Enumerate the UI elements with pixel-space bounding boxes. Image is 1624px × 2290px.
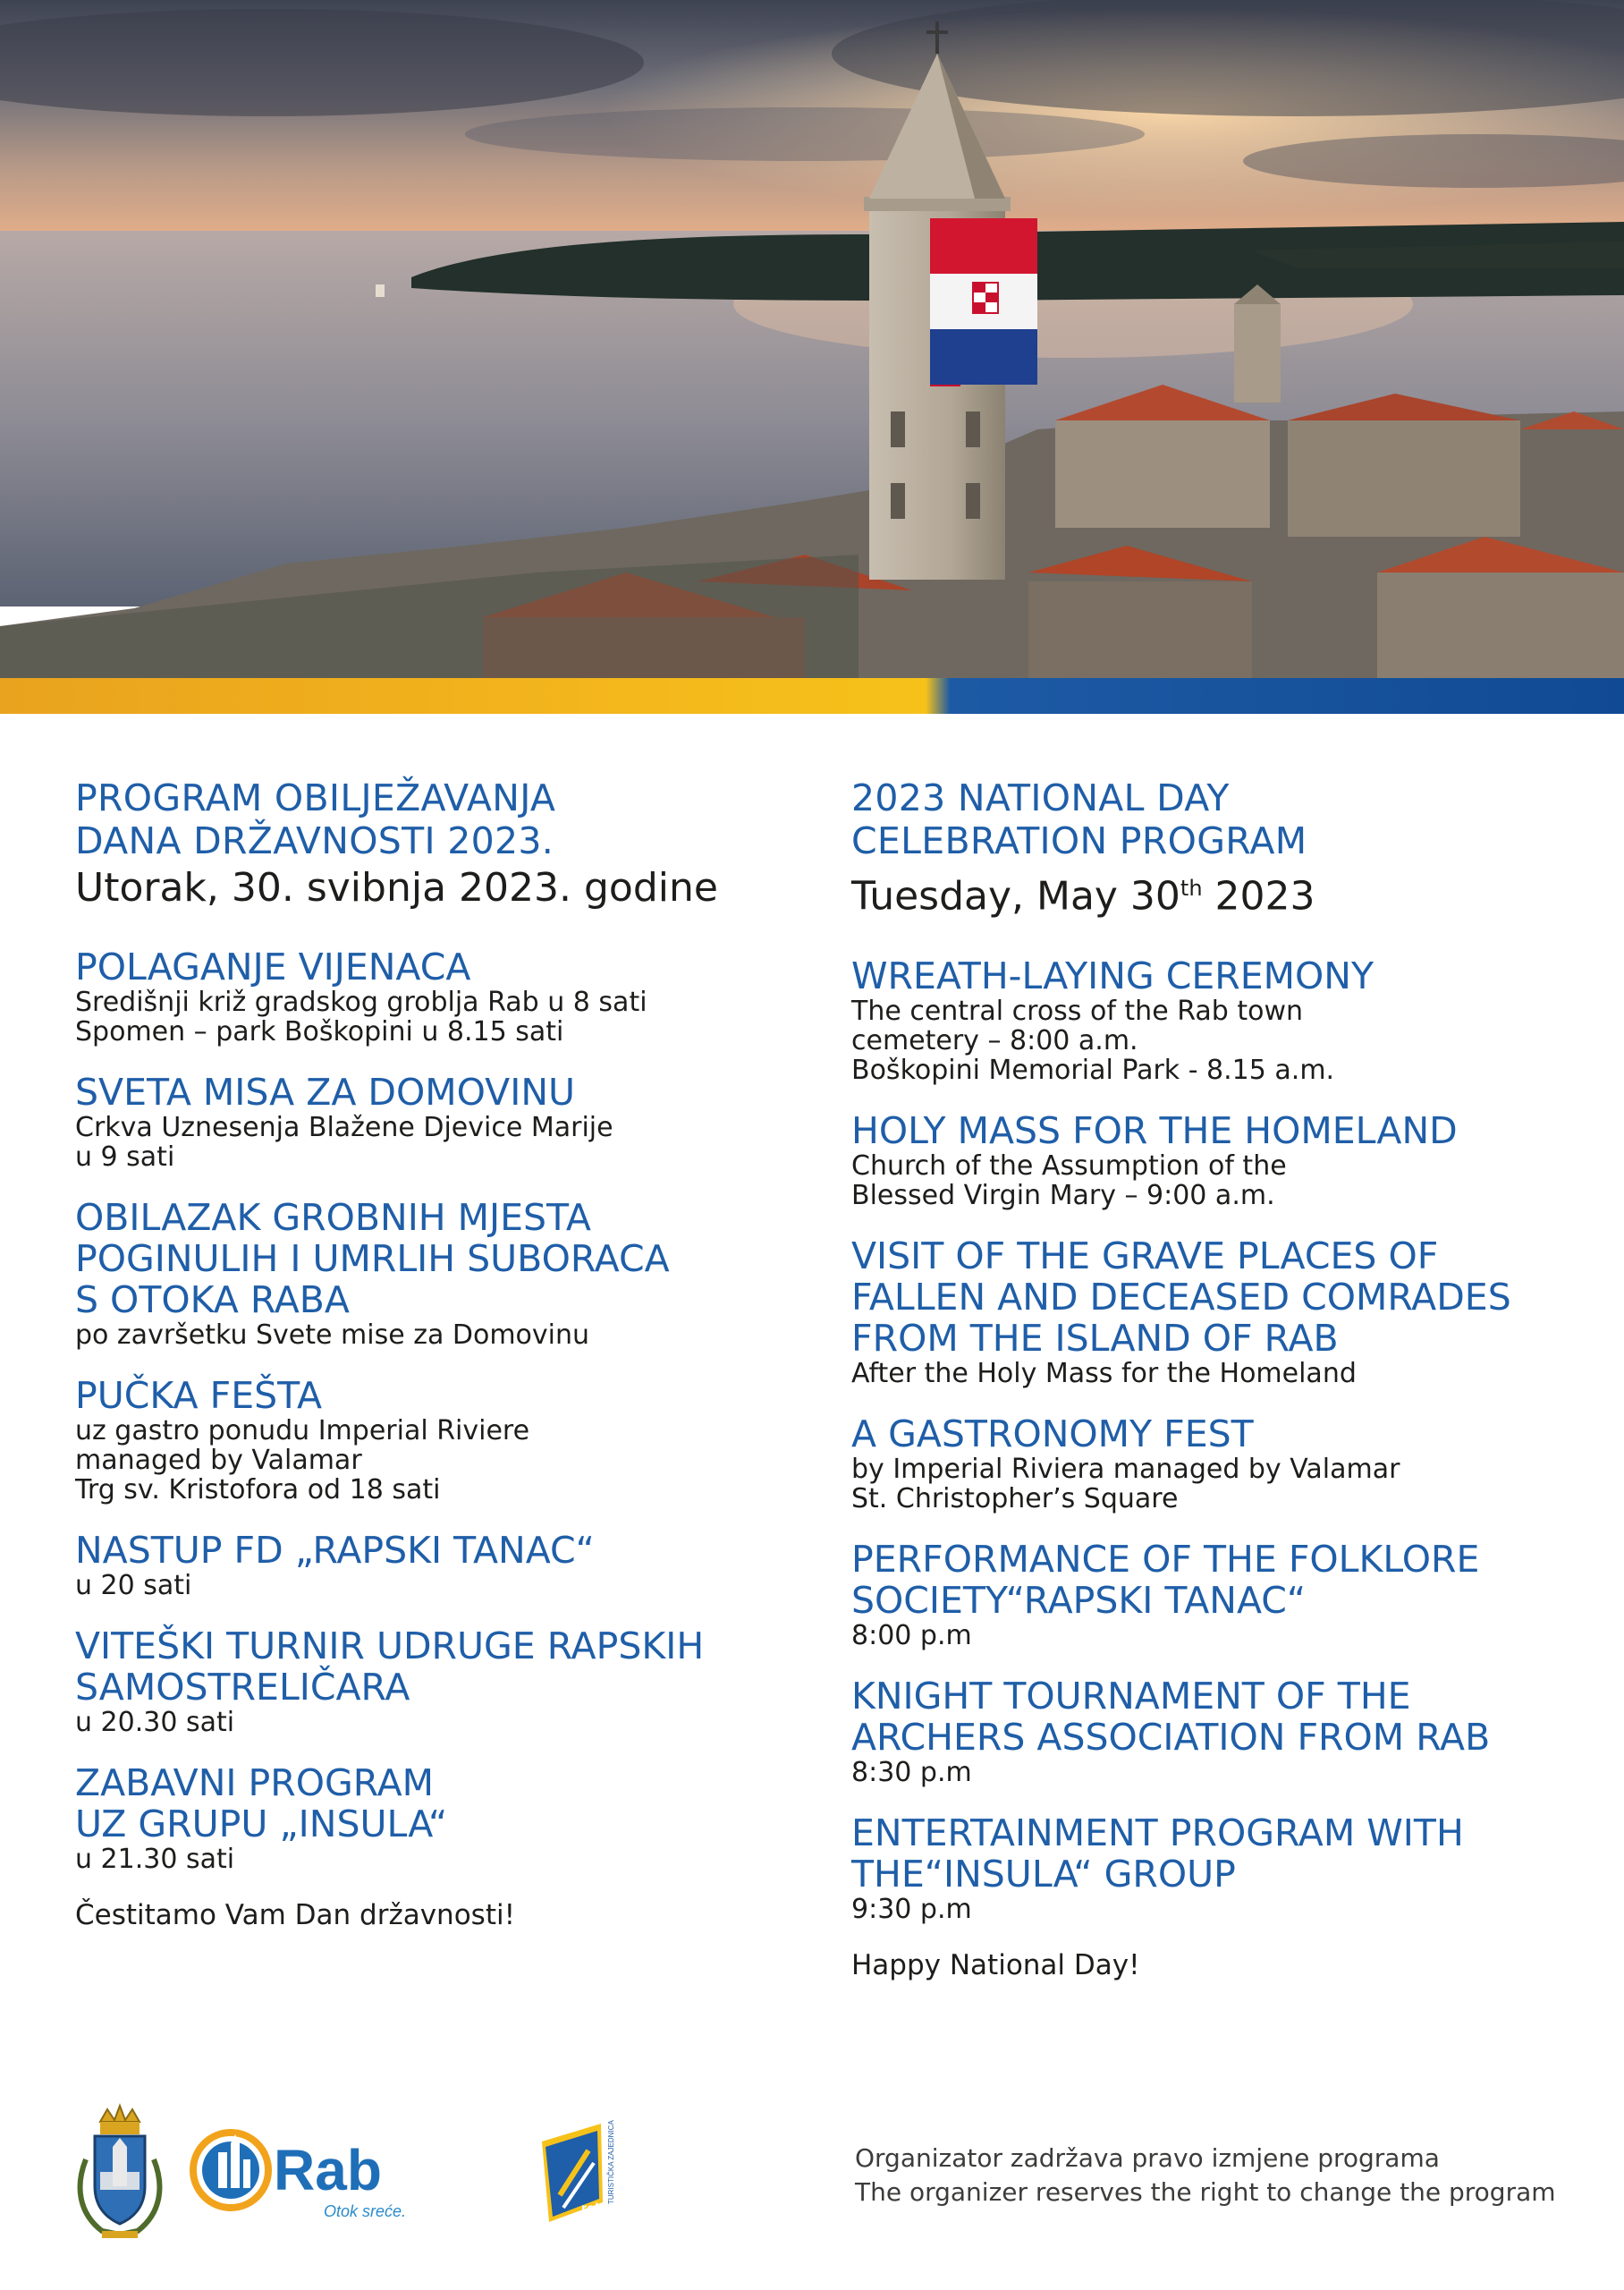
hr-event-title: SVETA MISA ZA DOMOVINU [75,1071,576,1114]
hr-event-title: VITEŠKI TURNIR UDRUGE RAPSKIH [75,1624,705,1667]
disclaimer-hr: Organizator zadržava pravo izmjene programa [855,2143,1440,2173]
en-event-detail: 9:30 p.m [851,1893,972,1925]
hr-event-title: POLAGANJE VIJENACA [75,946,471,988]
en-event [851,1110,1594,1210]
en-date-suffix: 2023 [1202,873,1315,920]
coat-of-arms-icon [80,2106,160,2238]
color-band [0,678,1624,714]
en-event-detail: The central cross of the Rab town [851,995,1304,1027]
hr-event-detail: uz gastro ponudu Imperial Riviere [75,1415,530,1446]
hr-event-title: PUČKA FEŠTA [75,1374,323,1417]
croatian-program-column [75,776,826,1931]
hr-event-detail: u 20 sati [75,1570,192,1601]
en-event-title: A GASTRONOMY FEST [851,1412,1254,1455]
en-event [851,1235,1594,1388]
en-event-title: ARCHERS ASSOCIATION FROM RAB [851,1715,1491,1759]
en-event-title: ENTERTAINMENT PROGRAM WITH [851,1811,1464,1854]
en-greeting: Happy National Day! [851,1948,1140,1981]
en-event-title: WREATH-LAYING CEREMONY [851,954,1374,997]
en-title-line1: 2023 NATIONAL DAY [851,776,1230,819]
hr-event-detail: Crkva Uznesenja Blažene Djevice Marije [75,1112,613,1143]
rab-wordmark: Rab [274,2138,382,2202]
hr-event-title: OBILAZAK GROBNIH MJESTA [75,1196,591,1239]
hr-title-line1: PROGRAM OBILJEŽAVANJA [75,776,556,819]
disclaimer-en: The organizer reserves the right to change the program [855,2177,1556,2207]
en-event-detail: Blessed Virgin Mary – 9:00 a.m. [851,1179,1275,1211]
hr-event-detail: managed by Valamar [75,1445,362,1476]
en-event [851,1675,1594,1787]
en-event-detail: cemetery – 8:00 a.m. [851,1024,1138,1056]
logo-strip [66,2097,639,2240]
hr-event-detail: Središnji križ gradskog groblja Rab u 8 sati [75,987,647,1018]
en-date-prefix: Tuesday, May 30 [851,873,1180,920]
hr-event-detail: Spomen – park Boškopini u 8.15 sati [75,1016,564,1047]
hero-photo [0,0,1624,678]
en-event-title: FALLEN AND DECEASED COMRADES [851,1275,1511,1319]
en-event [851,1812,1594,1924]
hr-date: Utorak, 30. svibnja 2023. godine [75,865,718,911]
hr-event-title: NASTUP FD „RAPSKI TANAC“ [75,1529,595,1572]
en-event-title: FROM THE ISLAND OF RAB [851,1316,1339,1360]
english-program-column [851,776,1594,1981]
hr-event-detail: u 21.30 sati [75,1844,235,1875]
hr-event [75,1762,826,1874]
en-event-title: KNIGHT TOURNAMENT OF THE [851,1674,1411,1718]
en-date [851,862,1594,923]
rab-tagline: Otok sreće. [324,2202,407,2220]
en-event-title: PERFORMANCE OF THE FOLKLORE [851,1537,1480,1581]
hr-event-title: POGINULIH I UMRLIH SUBORACA [75,1237,670,1280]
logos-row [66,2097,639,2240]
en-event-detail: 8:00 p.m [851,1619,972,1651]
hr-event-detail: po završetku Svete mise za Domovinu [75,1319,590,1351]
hr-event-title: ZABAVNI PROGRAM [75,1761,435,1804]
en-event [851,955,1594,1085]
en-event-detail: After the Holy Mass for the Homeland [851,1357,1357,1389]
hr-event-title: SAMOSTRELIČARA [75,1666,410,1709]
hr-event-title: UZ GRUPU „INSULA“ [75,1802,448,1845]
hr-event [75,1625,826,1737]
hr-event [75,1375,826,1505]
hr-event [75,1530,826,1600]
rab-logo-icon [193,2133,406,2220]
disclaimer [855,2142,1606,2209]
en-event [851,1413,1594,1514]
en-event-title: VISIT OF THE GRAVE PLACES OF [851,1234,1439,1277]
hr-title-line2: DANA DRŽAVNOSTI 2023. [75,819,554,862]
en-event-title: HOLY MASS FOR THE HOMELAND [851,1108,1458,1152]
hr-event-detail: Trg sv. Kristofora od 18 sati [75,1474,441,1505]
tourist-board-vertical-text: TURISTIČKA ZAJEDNICA [607,2120,615,2204]
hr-event [75,1072,826,1172]
tourist-board-logo-icon [542,2120,615,2222]
hr-event [75,1197,826,1350]
hr-event-detail: u 9 sati [75,1141,175,1173]
en-event-detail: Church of the Assumption of the [851,1149,1287,1182]
hr-event-detail: u 20.30 sati [75,1707,235,1738]
en-event-detail: St. Christopher’s Square [851,1482,1179,1514]
hr-event-list [75,946,826,1874]
en-date-sup: th [1180,876,1203,901]
tourist-board-text: rab [581,2201,604,2217]
en-event-title: THE“INSULA“ GROUP [851,1852,1236,1896]
en-event-list [851,955,1594,1924]
en-event-title: SOCIETY“RAPSKI TANAC“ [851,1578,1307,1622]
en-event [851,1539,1594,1650]
en-event-detail: Boškopini Memorial Park - 8.15 a.m. [851,1054,1335,1086]
en-event-detail: 8:30 p.m [851,1756,972,1788]
hr-event [75,946,826,1047]
en-title-line2: CELEBRATION PROGRAM [851,819,1307,862]
hr-greeting: Čestitamo Vam Dan državnosti! [75,1899,516,1931]
hr-event-title: S OTOKA RABA [75,1278,350,1321]
en-event-detail: by Imperial Riviera managed by Valamar [851,1453,1400,1485]
rab-bell-tower-photo [0,0,1624,678]
